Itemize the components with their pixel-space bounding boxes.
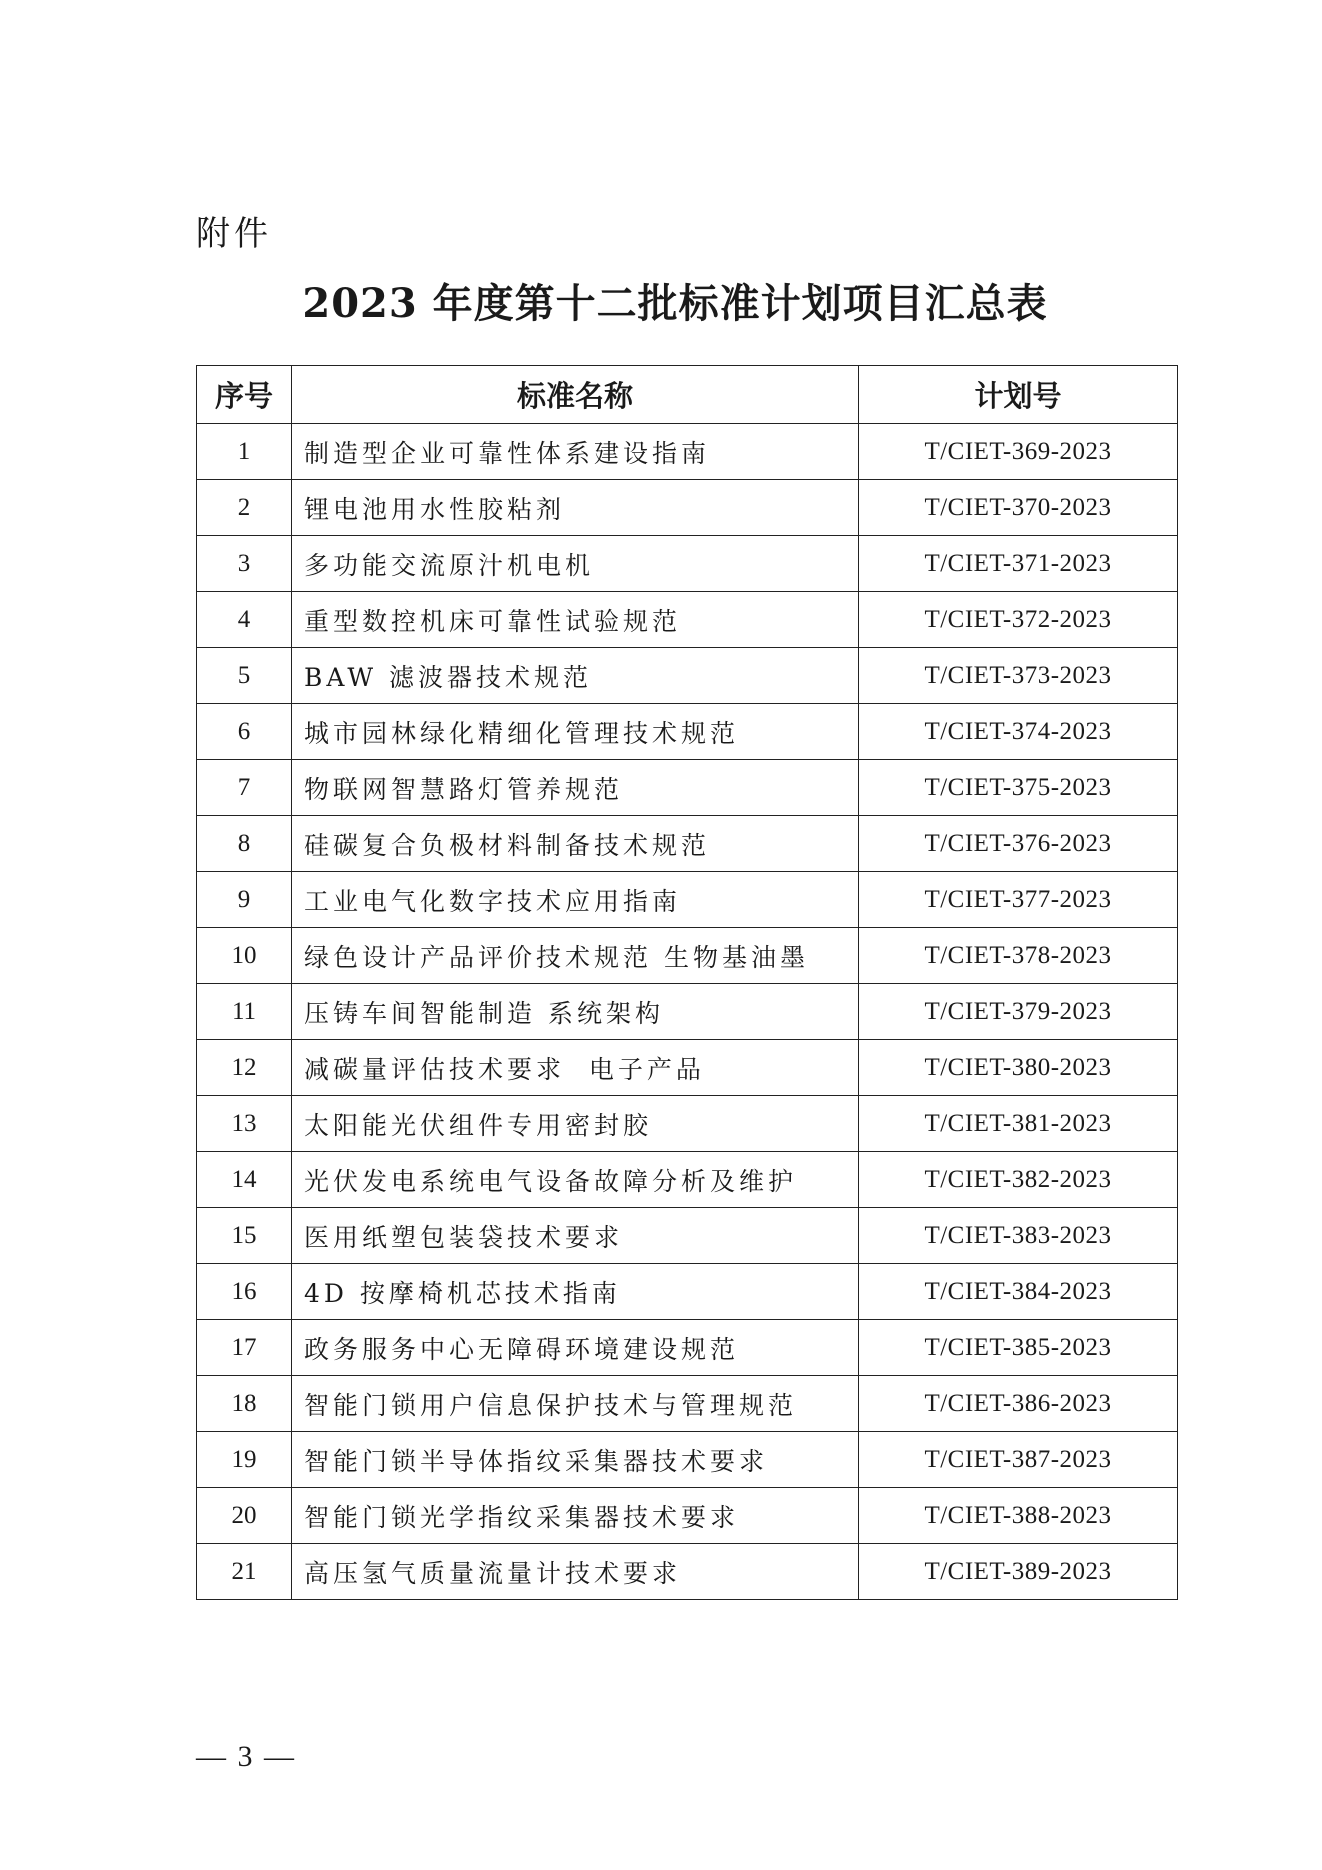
row-plan-number: T/CIET-386-2023 [859, 1376, 1178, 1432]
header-standard-name: 标准名称 [292, 366, 859, 424]
attachment-label: 附件 [196, 214, 272, 254]
row-serial-number: 19 [197, 1432, 292, 1488]
row-standard-name: 压铸车间智能制造 系统架构 [292, 984, 859, 1040]
row-plan-number: T/CIET-369-2023 [859, 424, 1178, 480]
row-plan-number: T/CIET-372-2023 [859, 592, 1178, 648]
row-serial-number: 5 [197, 648, 292, 704]
row-plan-number: T/CIET-371-2023 [859, 536, 1178, 592]
row-standard-name: 工业电气化数字技术应用指南 [292, 872, 859, 928]
row-serial-number: 13 [197, 1096, 292, 1152]
row-plan-number: T/CIET-388-2023 [859, 1488, 1178, 1544]
table-header-row [197, 366, 1178, 424]
row-plan-number: T/CIET-380-2023 [859, 1040, 1178, 1096]
table-row [197, 928, 1178, 984]
row-plan-number: T/CIET-374-2023 [859, 704, 1178, 760]
row-serial-number: 6 [197, 704, 292, 760]
row-serial-number: 20 [197, 1488, 292, 1544]
row-standard-name: 智能门锁光学指纹采集器技术要求 [292, 1488, 859, 1544]
row-plan-number: T/CIET-379-2023 [859, 984, 1178, 1040]
row-plan-number: T/CIET-376-2023 [859, 816, 1178, 872]
table-row [197, 872, 1178, 928]
row-plan-number: T/CIET-378-2023 [859, 928, 1178, 984]
row-standard-name: 重型数控机床可靠性试验规范 [292, 592, 859, 648]
row-serial-number: 17 [197, 1320, 292, 1376]
row-serial-number: 15 [197, 1208, 292, 1264]
row-serial-number: 21 [197, 1544, 292, 1600]
row-serial-number: 10 [197, 928, 292, 984]
row-standard-name: 锂电池用水性胶粘剂 [292, 480, 859, 536]
header-serial-number: 序号 [197, 366, 292, 424]
row-standard-name: 城市园林绿化精细化管理技术规范 [292, 704, 859, 760]
row-standard-name: 高压氢气质量流量计技术要求 [292, 1544, 859, 1600]
table-row [197, 984, 1178, 1040]
row-standard-name: 政务服务中心无障碍环境建设规范 [292, 1320, 859, 1376]
row-plan-number: T/CIET-387-2023 [859, 1432, 1178, 1488]
table-row [197, 592, 1178, 648]
row-plan-number: T/CIET-389-2023 [859, 1544, 1178, 1600]
row-standard-name: 硅碳复合负极材料制备技术规范 [292, 816, 859, 872]
row-plan-number: T/CIET-384-2023 [859, 1264, 1178, 1320]
row-plan-number: T/CIET-375-2023 [859, 760, 1178, 816]
standards-table-container [196, 365, 1177, 1600]
row-standard-name: 绿色设计产品评价技术规范 生物基油墨 [292, 928, 859, 984]
row-standard-name: 医用纸塑包装袋技术要求 [292, 1208, 859, 1264]
row-standard-name: 物联网智慧路灯管养规范 [292, 760, 859, 816]
table-header [197, 366, 1178, 424]
row-plan-number: T/CIET-382-2023 [859, 1152, 1178, 1208]
row-standard-name: 太阳能光伏组件专用密封胶 [292, 1096, 859, 1152]
row-plan-number: T/CIET-383-2023 [859, 1208, 1178, 1264]
row-serial-number: 18 [197, 1376, 292, 1432]
table-row [197, 1376, 1178, 1432]
standards-plan-table [196, 365, 1178, 1600]
table-row [197, 1320, 1178, 1376]
row-serial-number: 11 [197, 984, 292, 1040]
row-standard-name: 智能门锁半导体指纹采集器技术要求 [292, 1432, 859, 1488]
document-title: 2023 年度第十二批标准计划项目汇总表 [302, 280, 1048, 327]
row-plan-number: T/CIET-370-2023 [859, 480, 1178, 536]
table-body [197, 424, 1178, 1600]
row-serial-number: 16 [197, 1264, 292, 1320]
table-row [197, 1264, 1178, 1320]
row-standard-name: 减碳量评估技术要求 电子产品 [292, 1040, 859, 1096]
row-standard-name: 制造型企业可靠性体系建设指南 [292, 424, 859, 480]
page-number: — 3 — [196, 1740, 296, 1773]
table-row [197, 424, 1178, 480]
table-row [197, 704, 1178, 760]
table-row [197, 1208, 1178, 1264]
row-serial-number: 9 [197, 872, 292, 928]
row-serial-number: 14 [197, 1152, 292, 1208]
row-plan-number: T/CIET-381-2023 [859, 1096, 1178, 1152]
row-serial-number: 4 [197, 592, 292, 648]
table-row [197, 480, 1178, 536]
table-row [197, 1432, 1178, 1488]
row-serial-number: 3 [197, 536, 292, 592]
table-row [197, 1488, 1178, 1544]
table-row [197, 536, 1178, 592]
row-serial-number: 2 [197, 480, 292, 536]
row-serial-number: 8 [197, 816, 292, 872]
row-serial-number: 1 [197, 424, 292, 480]
table-row [197, 1152, 1178, 1208]
row-serial-number: 12 [197, 1040, 292, 1096]
table-row [197, 1544, 1178, 1600]
table-row [197, 1096, 1178, 1152]
table-row [197, 648, 1178, 704]
table-row [197, 816, 1178, 872]
header-plan-number: 计划号 [859, 366, 1178, 424]
row-plan-number: T/CIET-377-2023 [859, 872, 1178, 928]
row-standard-name: 光伏发电系统电气设备故障分析及维护 [292, 1152, 859, 1208]
table-row [197, 760, 1178, 816]
row-serial-number: 7 [197, 760, 292, 816]
row-plan-number: T/CIET-385-2023 [859, 1320, 1178, 1376]
row-standard-name: 多功能交流原汁机电机 [292, 536, 859, 592]
row-standard-name: 4D 按摩椅机芯技术指南 [292, 1264, 859, 1320]
row-standard-name: 智能门锁用户信息保护技术与管理规范 [292, 1376, 859, 1432]
row-standard-name: BAW 滤波器技术规范 [292, 648, 859, 704]
table-row [197, 1040, 1178, 1096]
row-plan-number: T/CIET-373-2023 [859, 648, 1178, 704]
